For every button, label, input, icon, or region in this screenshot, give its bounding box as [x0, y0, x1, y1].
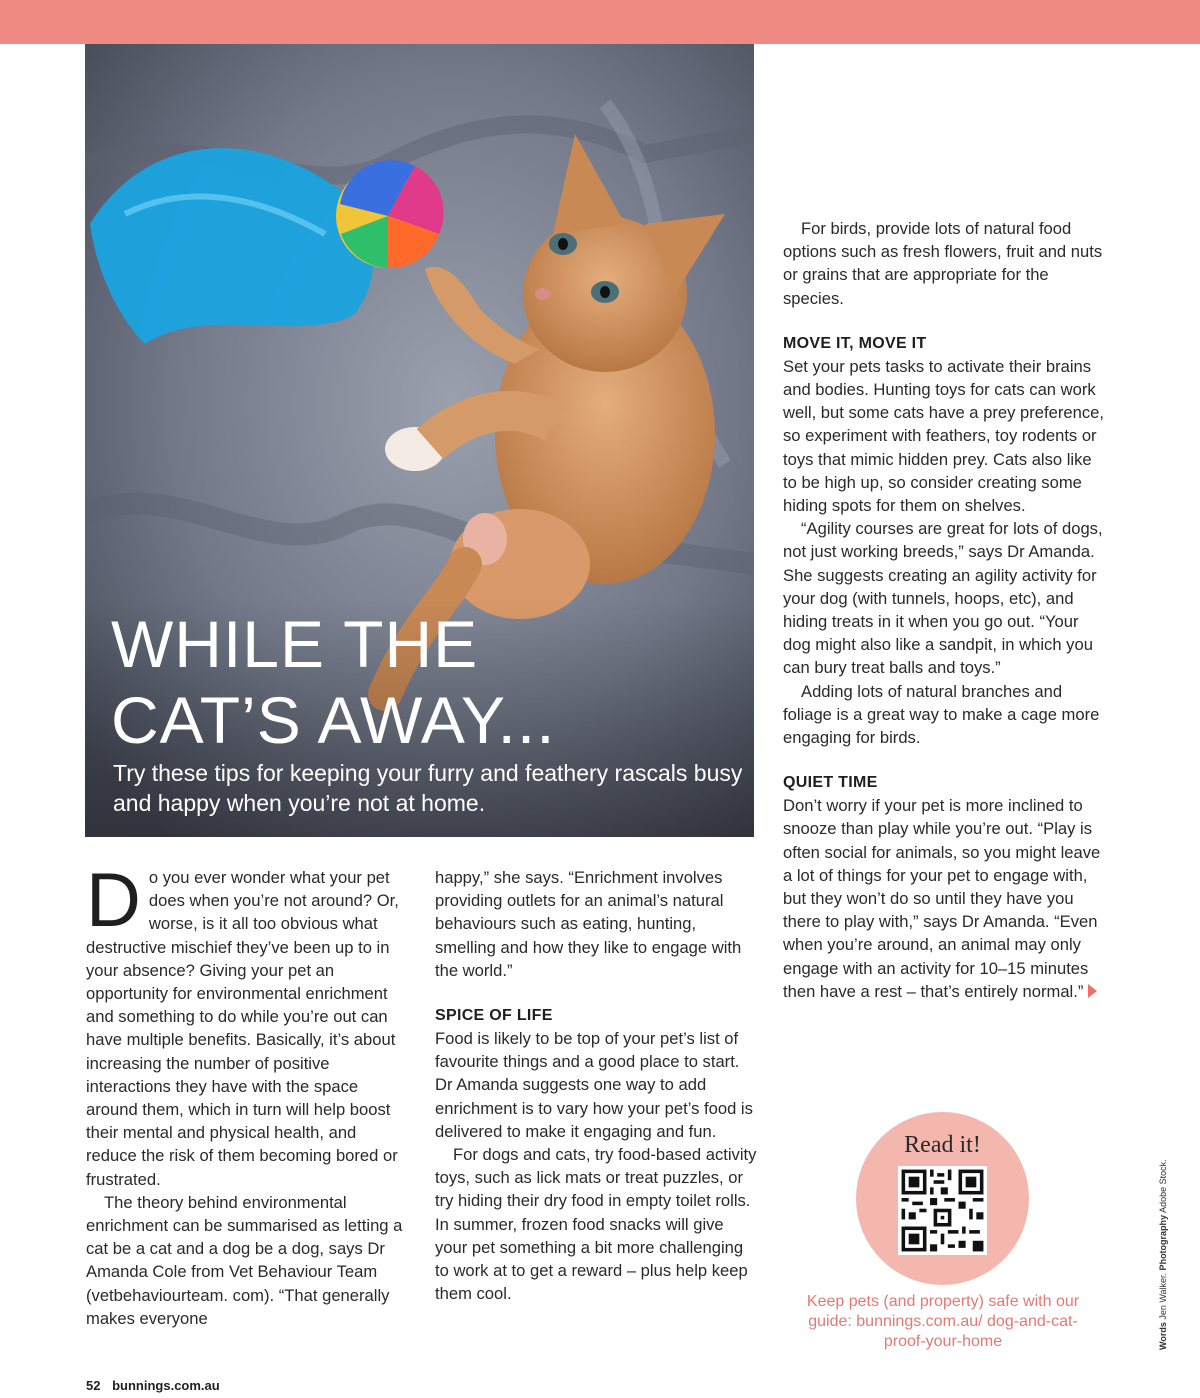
- qr-code-icon: [898, 1166, 987, 1255]
- drop-cap: D: [86, 858, 141, 943]
- end-mark-icon: [1088, 984, 1097, 998]
- photo-credits: [1158, 1159, 1168, 1350]
- section-heading: MOVE IT, MOVE IT: [783, 334, 927, 352]
- paragraph: [783, 794, 1105, 1003]
- page-footer: [86, 1378, 228, 1393]
- credit-words-label: Words: [1158, 1322, 1168, 1350]
- top-color-band: [0, 0, 1200, 44]
- title-line-1: WHILE THE: [111, 607, 479, 681]
- paragraph: Set your pets tasks to activate their brains and bodies. Hunting toys for cats can work well, but some cats have a prey preference, so experiment with feathers, toy rodents or toys that mimic hidden prey. Cats also like to be high up, so consider creating some hiding spots for them on shelves.: [783, 356, 1104, 516]
- paragraph-text: Don’t worry if your pet is more inclined to snooze than play while you’re out. “Play is often social for animals, so you might leave a lot of things for your pet to engage with, but they won’t do so until they have you there to play with,” says Dr Amanda. “Even when you’re around, an animal may only engage with an activity for 10–15 minutes then have a rest – that’s entirely normal.”: [783, 796, 1101, 1001]
- article-column-2: [435, 866, 757, 1305]
- title-line-2: CAT’S AWAY...: [111, 683, 556, 757]
- paragraph: For birds, provide lots of natural food options such as fresh flowers, fruit and nuts or grains that are appropriate for the species.: [783, 219, 1103, 308]
- read-it-title: Read it!: [904, 1132, 981, 1158]
- paragraph: “Agility courses are great for lots of dogs, not just working breeds,” says Dr Amanda. She suggests creating an agility activity for your dog (with tunnels, hoops, etc), and hiding treats in it when you go out. “Your dog might also like a sandpit, in which you can bury treat balls and toys.”: [783, 519, 1103, 678]
- footer-site: bunnings.com.au: [112, 1378, 220, 1393]
- page-title: [111, 606, 556, 758]
- paragraph: Adding lots of natural branches and foliage is a great way to make a cage more engaging for birds.: [783, 681, 1100, 748]
- paragraph: o you ever wonder what your pet does when you’re not around? Or, worse, is it all too obvious what destructive mischief they’ve been up to in your absence? Giving your pet an opportunity for environmental enrichment and something to do while you’re out can have multiple benefits. Basically, it’s about increasing the number of positive interactions they have with the space around them, which in turn will help boost their mental and physical health, and reduce the risk of them becoming bored or frustrated.: [86, 868, 399, 1189]
- page-number: 52: [86, 1378, 101, 1393]
- section-heading: SPICE OF LIFE: [435, 1007, 553, 1025]
- paragraph: The theory behind environmental enrichment can be summarised as letting a cat be a cat and a dog be a dog, says Dr Amanda Cole from Vet Behaviour Team (vetbehaviourteam. com). “That generally makes everyone: [86, 1192, 403, 1328]
- article-column-3: [783, 217, 1105, 1003]
- paragraph: For dogs and cats, try food-based activity toys, such as lick mats or treat puzzles, or try hiding their dry food in empty toilet rolls. In summer, frozen food snacks will give your pet something a bit more challenging to work at to get a reward – plus help keep them cool.: [435, 1145, 757, 1304]
- credit-words: Jen Walker.: [1158, 1272, 1168, 1320]
- hero-photo: [85, 44, 754, 837]
- credit-photo: Adobe Stock.: [1158, 1159, 1168, 1213]
- section-heading: QUIET TIME: [783, 774, 878, 792]
- paragraph: happy,” she says. “Enrichment involves providing outlets for an animal’s natural behaviours such as eating, hunting, smelling and how they like to engage with the world.”: [435, 868, 742, 980]
- paragraph: Food is likely to be top of your pet’s list of favourite things and a good place to start. Dr Amanda suggests one way to add enrichment is to vary how your pet’s food is delivered to make it engaging and fun.: [435, 1029, 753, 1141]
- read-it-caption: Keep pets (and property) safe with our guide: bunnings.com.au/ dog-and-cat-proof-your-home: [806, 1293, 1080, 1350]
- credit-photo-label: Photography: [1158, 1214, 1168, 1271]
- subtitle: Try these tips for keeping your furry and feathery rascals busy and happy when you’re not at home.: [113, 760, 743, 816]
- article-column-1: [86, 858, 408, 1330]
- qr-code[interactable]: [898, 1166, 987, 1255]
